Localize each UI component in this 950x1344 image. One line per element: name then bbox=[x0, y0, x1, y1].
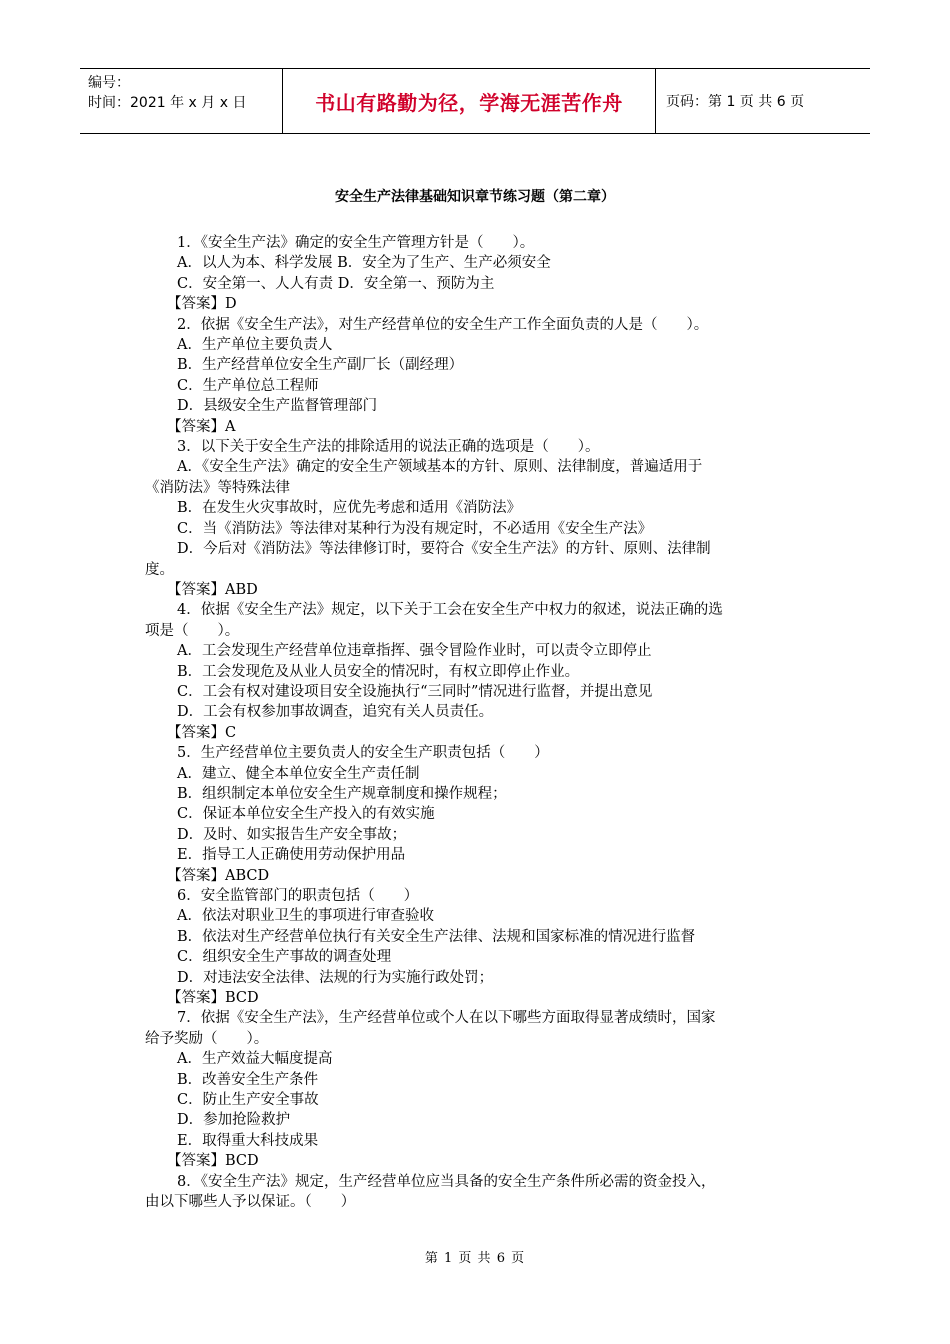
question-line: 由以下哪些人予以保证。（ ） bbox=[145, 1194, 356, 1211]
answer-line: 【答案】BCD bbox=[167, 990, 259, 1007]
question-list bbox=[145, 233, 810, 1213]
question-line: A．《安全生产法》确定的安全生产领域基本的方针、原则、法律制度，普遍适用于 bbox=[177, 459, 703, 476]
question-line: D．及时、如实报告生产安全事故； bbox=[177, 826, 407, 843]
question-line: E．取得重大科技成果 bbox=[177, 1132, 319, 1149]
question-line: 5．生产经营单位主要负责人的安全生产职责包括（ ） bbox=[177, 745, 549, 762]
question-line: 7．依据《安全生产法》，生产经营单位或个人在以下哪些方面取得显著成绩时，国家 bbox=[177, 1010, 716, 1027]
page-footer: 第 1 页 共 6 页 bbox=[424, 1251, 526, 1266]
question-line: 4．依据《安全生产法》规定，以下关于工会在安全生产中权力的叙述，说法正确的选 bbox=[177, 602, 723, 619]
header-page-info: 页码：第 1 页 共 6 页 bbox=[666, 94, 805, 110]
question-line: C．生产单位总工程师 bbox=[177, 377, 319, 394]
question-line: C．当《消防法》等法律对某种行为没有规定时，不必适用《安全生产法》 bbox=[177, 520, 653, 537]
question-line: D．县级安全生产监督管理部门 bbox=[177, 398, 378, 415]
question-line: 3．以下关于安全生产法的排除适用的说法正确的选项是（ ）。 bbox=[177, 439, 600, 456]
question-line: E．指导工人正确使用劳动保护用品 bbox=[177, 847, 406, 864]
question-line: 1．《安全生产法》确定的安全生产管理方针是（ ）。 bbox=[177, 235, 535, 251]
question-line: 度。 bbox=[145, 561, 174, 578]
question-line: A．以人为本、科学发展 B．安全为了生产、生产必须安全 bbox=[177, 255, 551, 272]
question-line: B．改善安全生产条件 bbox=[177, 1071, 319, 1088]
answer-line: 【答案】BCD bbox=[167, 1153, 259, 1170]
answer-line: 【答案】A bbox=[167, 418, 236, 435]
question-line: C．安全第一、人人有责 D．安全第一、预防为主 bbox=[177, 275, 495, 292]
answer-line: 【答案】D bbox=[167, 296, 237, 313]
question-line: C．组织安全生产事故的调查处理 bbox=[177, 949, 392, 966]
page-header bbox=[80, 68, 870, 134]
question-line: D．今后对《消防法》等法律修订时，要符合《安全生产法》的方针、原则、法律制 bbox=[177, 541, 711, 558]
header-motto: 书山有路勤为径，学海无涯苦作舟 bbox=[283, 69, 656, 133]
document-title: 安全生产法律基础知识章节练习题（第二章） bbox=[335, 189, 615, 205]
question-line: D．对违法安全法律、法规的行为实施行政处罚； bbox=[177, 969, 494, 986]
question-line: 6．安全监管部门的职责包括（ ） bbox=[177, 888, 419, 904]
answer-line: 【答案】ABCD bbox=[167, 867, 270, 884]
question-line: B．生产经营单位安全生产副厂长（副经理） bbox=[177, 357, 464, 374]
answer-line: 【答案】C bbox=[167, 724, 237, 741]
question-line: A．建立、健全本单位安全生产责任制 bbox=[177, 765, 420, 782]
document-number-label: 编号： bbox=[88, 75, 130, 91]
question-line: C．保证本单位安全生产投入的有效实施 bbox=[177, 806, 435, 823]
question-line: B．组织制定本单位安全生产规章制度和操作规程； bbox=[177, 785, 507, 802]
question-line: 8．《安全生产法》规定，生产经营单位应当具备的安全生产条件所必需的资金投入， bbox=[177, 1173, 716, 1190]
question-line: 《消防法》等特殊法律 bbox=[145, 479, 290, 496]
question-line: C．防止生产安全事故 bbox=[177, 1092, 319, 1109]
question-line: C．工会有权对建设项目安全设施执行“三同时”情况进行监督，并提出意见 bbox=[177, 683, 653, 700]
question-line: A．生产效益大幅度提高 bbox=[177, 1051, 333, 1068]
document-time-label: 时间：2021 年 x 月 x 日 bbox=[88, 95, 247, 111]
question-line: D．参加抢险救护 bbox=[177, 1112, 291, 1129]
question-line: A．依法对职业卫生的事项进行审查验收 bbox=[177, 908, 434, 925]
question-line: A．生产单位主要负责人 bbox=[177, 337, 333, 354]
question-line: B．在发生火灾事故时，应优先考虑和适用《消防法》 bbox=[177, 500, 522, 517]
question-line: 给予奖励（ ）。 bbox=[145, 1030, 269, 1047]
question-line: D．工会有权参加事故调查，追究有关人员责任。 bbox=[177, 704, 494, 721]
question-line: B．工会发现危及从业人员安全的情况时，有权立即停止作业。 bbox=[177, 663, 580, 680]
answer-line: 【答案】ABD bbox=[167, 581, 258, 598]
question-line: 2．依据《安全生产法》，对生产经营单位的安全生产工作全面负责的人是（ ）。 bbox=[177, 316, 709, 333]
question-line: A．工会发现生产经营单位违章指挥、强令冒险作业时，可以责令立即停止 bbox=[177, 643, 652, 660]
question-line: B．依法对生产经营单位执行有关安全生产法律、法规和国家标准的情况进行监督 bbox=[177, 928, 696, 945]
header-meta bbox=[80, 69, 283, 133]
question-line: 项是（ ）。 bbox=[145, 622, 240, 639]
